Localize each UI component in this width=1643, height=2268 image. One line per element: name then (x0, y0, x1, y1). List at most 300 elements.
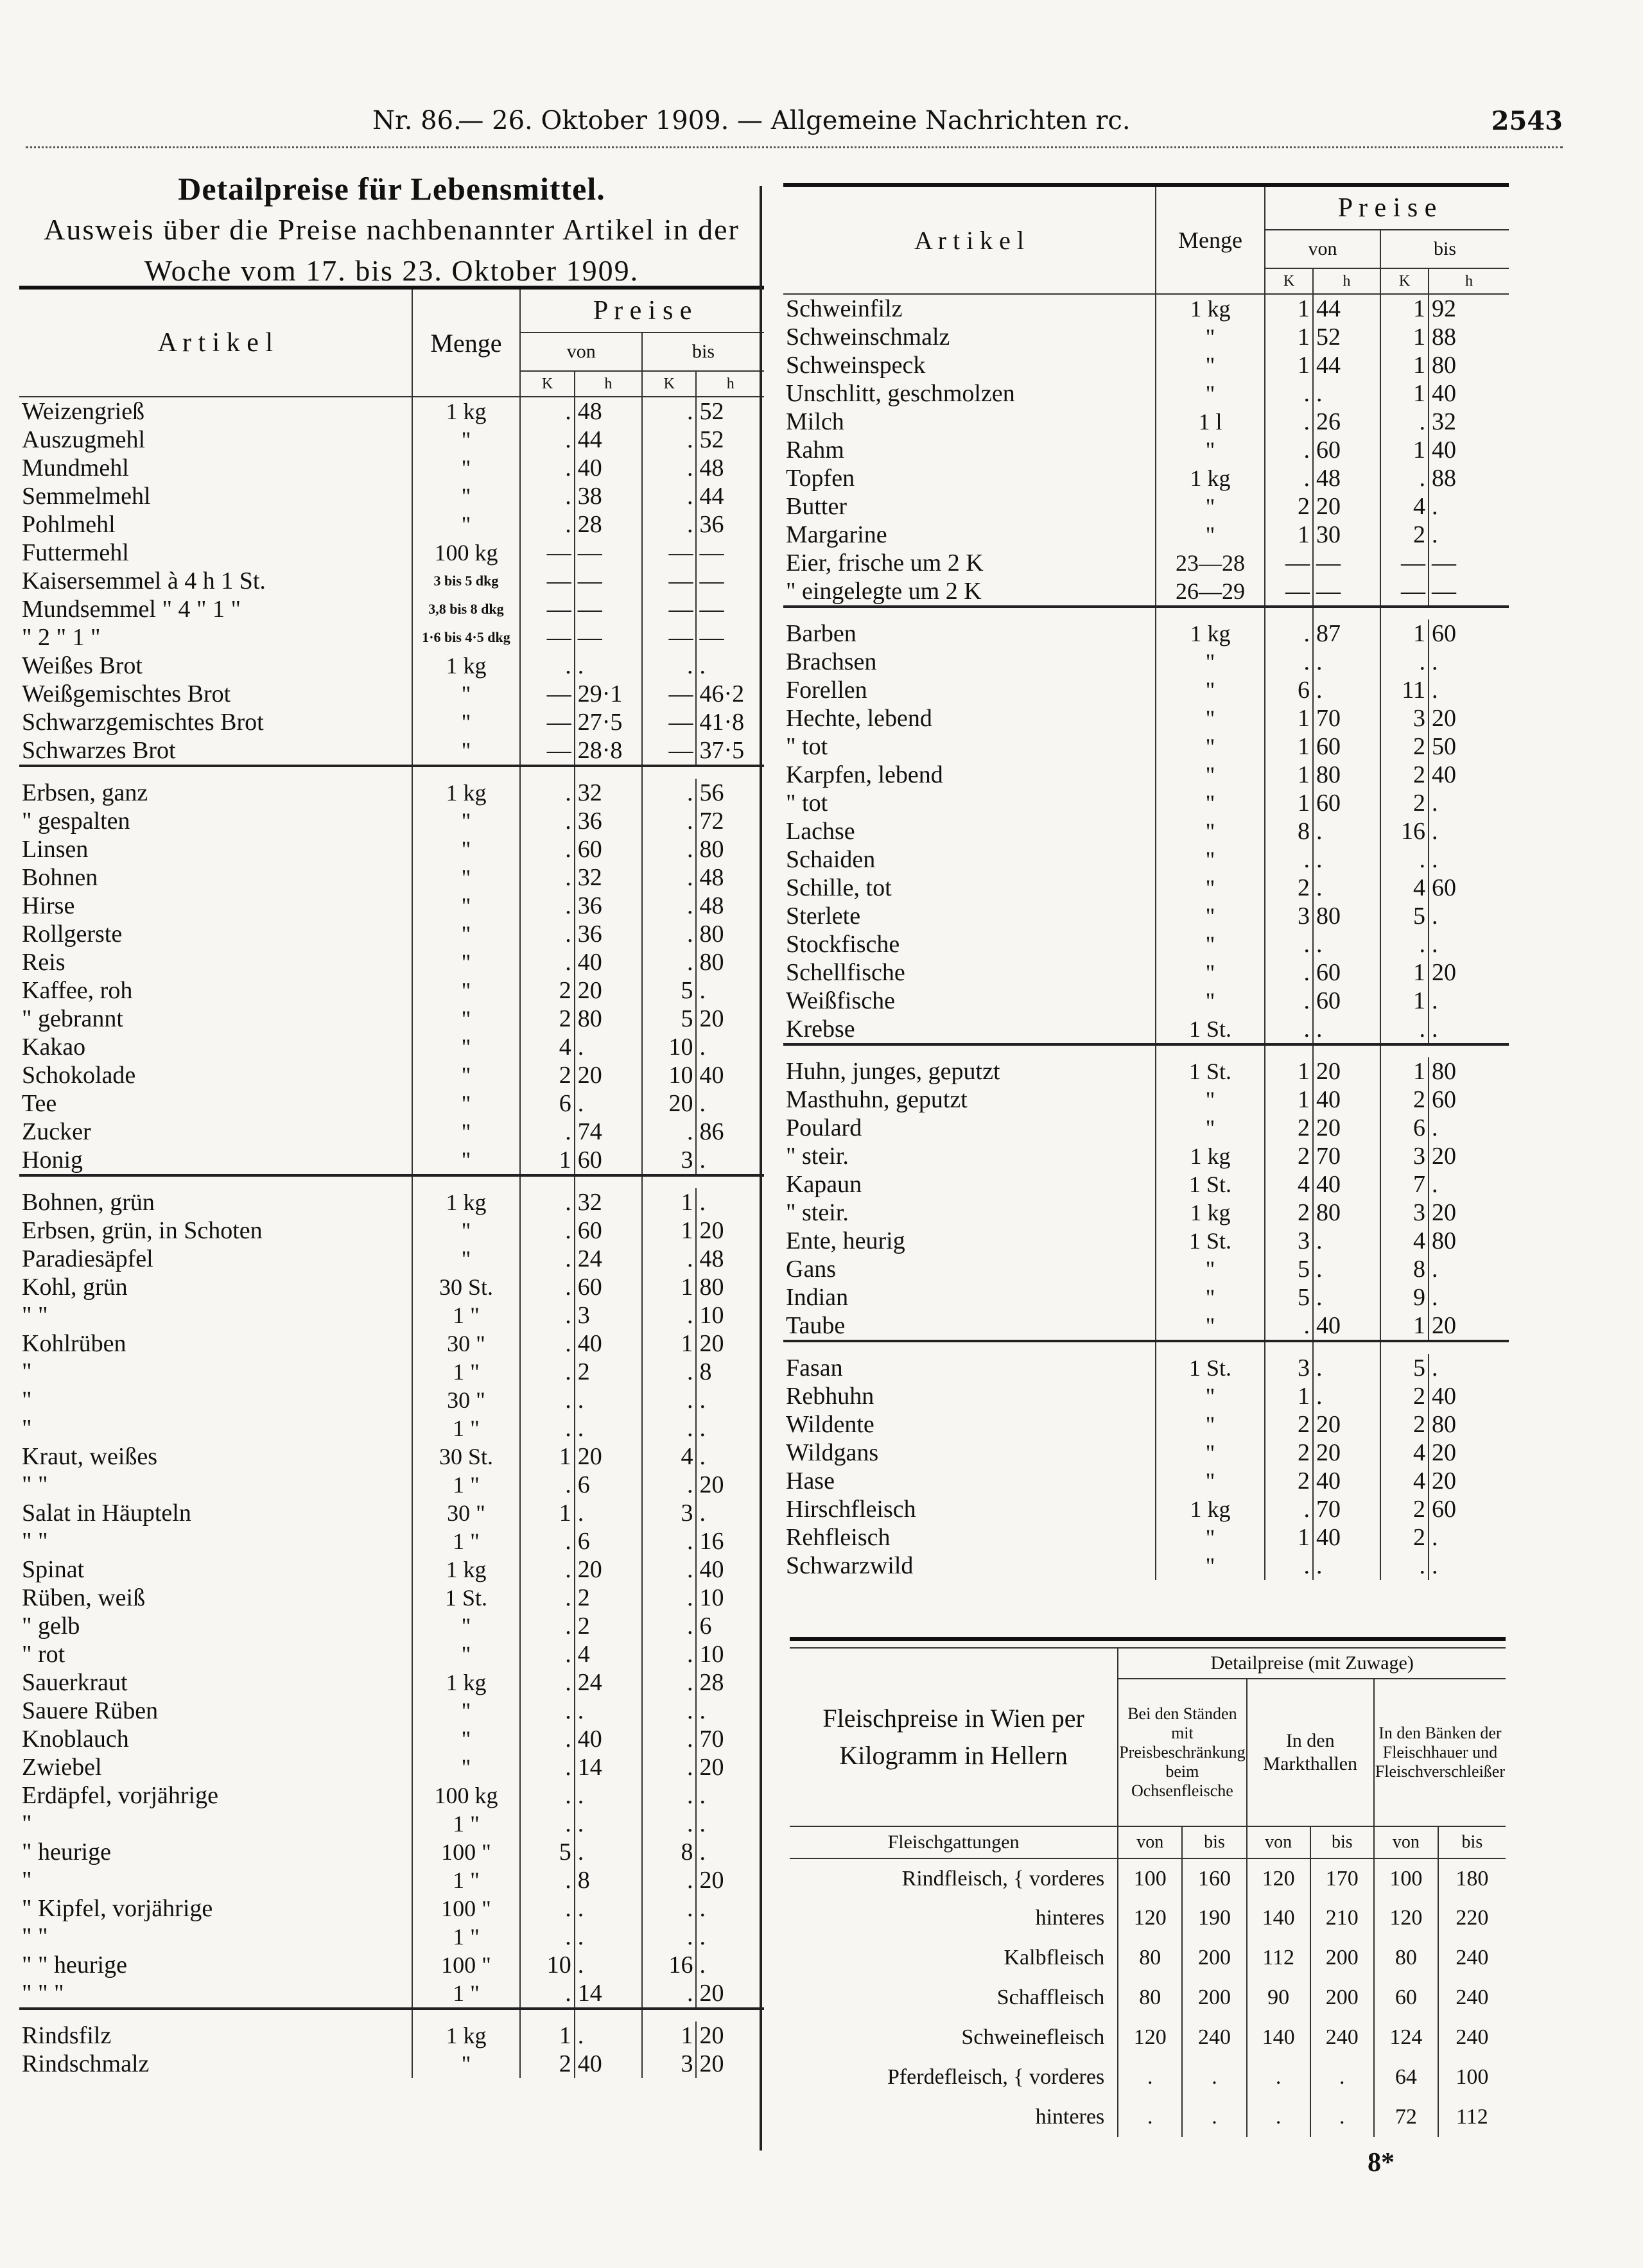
quantity: " (1156, 648, 1265, 676)
price-von-heller: 60 (1313, 789, 1380, 817)
price-von-kronen: . (1265, 987, 1313, 1015)
article-name: " steir. (786, 1143, 849, 1170)
quantity: 100 " (412, 1838, 521, 1866)
price-von-heller: 32 (575, 779, 642, 807)
price-bis-heller: 20 (699, 2022, 724, 2049)
price-von-heller: 40 (575, 454, 642, 482)
price-bis-kronen: . (642, 1118, 696, 1146)
price-von-kronen: — (1265, 549, 1313, 577)
menge-header: Menge (412, 288, 521, 397)
price-bis-heller: 20 (699, 1980, 724, 2007)
price-von-kronen: . (520, 1979, 574, 2009)
separator-cell (696, 2009, 764, 2021)
right-price-table (783, 183, 1509, 1580)
article-name: Barben (786, 620, 856, 647)
table-row (783, 1552, 1509, 1580)
table-row (19, 1499, 764, 1527)
group-separator (783, 1341, 1509, 1354)
article-name: Poulard (786, 1114, 862, 1141)
price-bis-heller: 40 (1432, 1383, 1456, 1410)
price-von-kronen: — (1265, 577, 1313, 607)
meat-bis-1: bis (1182, 1826, 1246, 1858)
price-von-kronen: 3 (1265, 1227, 1313, 1255)
price-bis-kronen: — (642, 539, 696, 567)
price-von-heller: . (1313, 648, 1380, 676)
price-bis-kronen: 1 (642, 2021, 696, 2050)
price-von-heller: 40 (575, 1725, 642, 1753)
article-name: Rindsfilz (22, 2022, 112, 2049)
price-von-kronen: — (520, 708, 574, 736)
price-von-heller: 28·8 (575, 736, 642, 766)
price-von-heller: . (575, 1033, 642, 1061)
quantity: 100 " (412, 1951, 521, 1979)
table-row (783, 1142, 1509, 1170)
price-bis-kronen: 1 (1380, 619, 1429, 648)
table-row (783, 1311, 1509, 1341)
meat-price: . (1118, 2057, 1182, 2097)
table-row (783, 817, 1509, 845)
article-name: Zwiebel (22, 1754, 102, 1781)
table-row (783, 1015, 1509, 1044)
table-row (19, 1951, 764, 1979)
bis-header: bis (642, 333, 764, 371)
price-bis-kronen: . (642, 1725, 696, 1753)
price-bis-heller: 10 (699, 1584, 724, 1611)
price-von-heller: — (1313, 577, 1380, 607)
meat-price: 72 (1374, 2097, 1438, 2137)
separator-cell (1429, 607, 1509, 619)
price-bis-kronen: 2 (1380, 789, 1429, 817)
article-name: Krebse (786, 1016, 855, 1043)
table-row (783, 464, 1509, 492)
price-bis-kronen: . (642, 652, 696, 680)
price-bis-kronen: 4 (1380, 492, 1429, 521)
price-von-heller: . (1313, 379, 1380, 408)
price-bis-kronen: 10 (642, 1033, 696, 1061)
article-name: Topfen (786, 465, 855, 492)
price-von-kronen: . (520, 892, 574, 920)
table-row (783, 704, 1509, 732)
separator-cell (1313, 1341, 1380, 1354)
meat-row (790, 1938, 1506, 1978)
price-bis-heller: 80 (699, 921, 724, 948)
price-von-kronen: . (520, 1358, 574, 1386)
price-bis-heller: 60 (1432, 1496, 1456, 1523)
header-rule (26, 141, 1563, 148)
separator-cell (412, 1175, 521, 1188)
quantity: " (1156, 1086, 1265, 1114)
meat-col-stands: Bei den Ständen mit Preisbeschränkung beim Ochsenfleische (1118, 1679, 1246, 1826)
article-name: Rindschmalz (22, 2050, 150, 2077)
table-row (19, 1188, 764, 1216)
article-name: Kraut, weißes (22, 1443, 158, 1470)
meat-price: . (1247, 2097, 1310, 2137)
price-bis-kronen: 2 (1380, 1382, 1429, 1410)
quantity: 1 " (412, 1923, 521, 1951)
price-bis-heller: 48 (699, 864, 724, 891)
price-bis-kronen: 1 (1380, 958, 1429, 987)
article-name: Huhn, junges, geputzt (786, 1058, 1000, 1085)
table-row (19, 1146, 764, 1175)
meat-von-1: von (1118, 1826, 1182, 1858)
price-bis-kronen: . (642, 1358, 696, 1386)
quantity: " (412, 1061, 521, 1089)
price-bis-kronen: 16 (1380, 817, 1429, 845)
meat-type: hinteres (790, 2097, 1118, 2137)
article-name: Rehfleisch (786, 1524, 891, 1551)
price-von-heller: 20 (575, 976, 642, 1005)
von-k-header-right: K (1265, 268, 1313, 294)
article-name: Forellen (786, 677, 867, 704)
separator-cell (520, 2009, 574, 2021)
article-name: Schille, tot (786, 874, 892, 901)
price-bis-kronen: — (642, 736, 696, 766)
price-von-kronen: 1 (1265, 761, 1313, 789)
group-separator (19, 2009, 764, 2021)
price-bis-kronen: — (642, 567, 696, 595)
article-name: Hirschfleisch (786, 1496, 916, 1523)
price-von-heller: . (1313, 930, 1380, 958)
table-row (783, 874, 1509, 902)
menge-header-right: Menge (1156, 185, 1265, 294)
separator-cell (1265, 1044, 1313, 1057)
quantity: " (1156, 987, 1265, 1015)
bis-k-header: K (642, 371, 696, 397)
price-bis-kronen: . (642, 1527, 696, 1555)
price-von-heller: 44 (575, 426, 642, 454)
price-bis-kronen: . (642, 1612, 696, 1640)
quantity: " (412, 680, 521, 708)
quantity: 1 St. (1156, 1354, 1265, 1382)
price-bis-heller: 80 (1432, 1411, 1456, 1438)
price-bis-kronen: 1 (1380, 1311, 1429, 1341)
price-bis-kronen: . (642, 1555, 696, 1584)
quantity: 1 kg (412, 1188, 521, 1216)
price-bis-kronen: 3 (1380, 1142, 1429, 1170)
table-row (19, 807, 764, 835)
bis-h-header: h (696, 371, 764, 397)
price-von-heller: . (575, 1414, 642, 1442)
meat-row (790, 2057, 1506, 2097)
meat-von-3: von (1374, 1826, 1438, 1858)
price-bis-kronen: 2 (1380, 1495, 1429, 1523)
quantity: 1 St. (1156, 1015, 1265, 1044)
meat-price: . (1118, 2097, 1182, 2137)
price-von-heller: 80 (1313, 1199, 1380, 1227)
quantity: " (1156, 1467, 1265, 1495)
article-name: Hirse (22, 892, 75, 919)
table-row (19, 1527, 764, 1555)
quantity: " (1156, 732, 1265, 761)
price-von-kronen: . (520, 1188, 574, 1216)
price-von-heller: 36 (575, 920, 642, 948)
signature-mark: 8* (1368, 2148, 1395, 2177)
quantity: 26—29 (1156, 577, 1265, 607)
price-von-kronen: 1 (520, 1442, 574, 1471)
price-von-heller: — (575, 623, 642, 652)
price-bis-kronen: 4 (1380, 1439, 1429, 1467)
price-von-heller: 2 (575, 1584, 642, 1612)
quantity: " (1156, 902, 1265, 930)
meat-gattungen-header: Fleischgattungen (790, 1826, 1118, 1858)
price-von-heller: 28 (575, 510, 642, 539)
quantity: " (412, 892, 521, 920)
price-von-heller: 20 (1313, 1057, 1380, 1086)
meat-price: 100 (1374, 1858, 1438, 1898)
article-name: Milch (786, 408, 844, 435)
article-name: Honig (22, 1147, 83, 1173)
quantity: 100 " (412, 1894, 521, 1923)
meat-type: Rindfleisch, { vorderes (790, 1858, 1118, 1898)
price-bis-heller: 16 (699, 1528, 724, 1555)
quantity: " (1156, 1523, 1265, 1552)
price-bis-heller: . (699, 1697, 706, 1724)
quantity: 100 kg (412, 1781, 521, 1810)
price-bis-heller: . (699, 652, 706, 679)
quantity: " (412, 1640, 521, 1668)
quantity: 1 " (412, 1866, 521, 1894)
article-name: Pohlmehl (22, 511, 116, 538)
price-von-heller: . (1313, 817, 1380, 845)
quantity: " (412, 835, 521, 863)
price-von-kronen: 1 (1265, 323, 1313, 351)
price-bis-heller: . (1432, 521, 1438, 548)
table-row (783, 987, 1509, 1015)
meat-type: Schweinefleisch (790, 2018, 1118, 2057)
table-row (19, 1245, 764, 1273)
price-bis-kronen: . (1380, 464, 1429, 492)
price-bis-heller: 20 (1432, 1439, 1456, 1466)
price-bis-kronen: 5 (1380, 902, 1429, 930)
quantity: " (412, 510, 521, 539)
quantity: " (1156, 845, 1265, 874)
article-name: Brachsen (786, 648, 877, 675)
table-row (783, 1255, 1509, 1283)
price-von-heller: 48 (1313, 464, 1380, 492)
price-von-heller: 4 (575, 1640, 642, 1668)
table-row (783, 1283, 1509, 1311)
table-row (783, 379, 1509, 408)
price-von-heller: 14 (575, 1979, 642, 2009)
article-name: Schaiden (786, 846, 876, 873)
separator-cell (1265, 1341, 1313, 1354)
separator-cell (642, 1175, 696, 1188)
meat-col-baenke: In den Bänken der Fleischhauer und Fleischverschleißer (1374, 1679, 1506, 1826)
quantity: 1 kg (1156, 1199, 1265, 1227)
price-von-heller: . (1313, 1552, 1380, 1580)
price-von-kronen: 2 (1265, 874, 1313, 902)
price-von-heller: 40 (575, 2050, 642, 2078)
article-name: " eingelegte um 2 K (786, 578, 982, 605)
separator-cell (642, 766, 696, 779)
price-bis-heller: — (699, 567, 724, 594)
quantity: 1 kg (1156, 464, 1265, 492)
article-name: " (22, 1387, 32, 1414)
price-bis-kronen: . (642, 1894, 696, 1923)
price-von-heller: . (1313, 845, 1380, 874)
article-name: Bohnen (22, 864, 98, 891)
preise-header: P r e i s e (520, 288, 764, 333)
price-bis-heller: . (1432, 1552, 1438, 1579)
meat-price: 190 (1182, 1898, 1246, 1938)
page-number: 2543 (1491, 105, 1563, 136)
article-name: " gelb (22, 1613, 80, 1640)
price-bis-kronen: . (1380, 1015, 1429, 1044)
price-von-kronen: . (520, 779, 574, 807)
price-von-kronen: 1 (1265, 789, 1313, 817)
table-row (783, 732, 1509, 761)
quantity: " (412, 1697, 521, 1725)
price-bis-kronen: . (642, 1668, 696, 1697)
article-name: " gespalten (22, 808, 130, 835)
quantity: " (412, 1089, 521, 1118)
price-bis-heller: 20 (1432, 1312, 1456, 1339)
article-name: " " heurige (22, 1952, 127, 1978)
price-von-heller: 24 (575, 1668, 642, 1697)
price-bis-kronen: 1 (642, 1329, 696, 1358)
column-divider (760, 186, 762, 2151)
group-separator (19, 766, 764, 779)
price-von-kronen: . (520, 1118, 574, 1146)
table-row (783, 1354, 1509, 1382)
table-row (783, 1170, 1509, 1199)
article-name: Schweinfilz (786, 295, 903, 322)
article-name: Schwarzgemischtes Brot (22, 709, 264, 736)
article-name: " " (22, 1528, 48, 1555)
article-name: Wildgans (786, 1439, 879, 1466)
quantity: " (412, 1005, 521, 1033)
price-von-kronen: . (1265, 436, 1313, 464)
price-von-heller: — (575, 567, 642, 595)
price-bis-heller: 52 (699, 398, 724, 425)
price-von-kronen: 1 (520, 1146, 574, 1175)
quantity: 100 kg (412, 539, 521, 567)
table-row (783, 676, 1509, 704)
price-bis-kronen: . (1380, 845, 1429, 874)
price-bis-heller: 40 (699, 1062, 724, 1089)
price-von-kronen: . (520, 1725, 574, 1753)
table-row (19, 1668, 764, 1697)
price-von-heller: . (1313, 1354, 1380, 1382)
quantity: " (412, 736, 521, 766)
separator-cell (412, 2009, 521, 2021)
price-von-kronen: 10 (520, 1951, 574, 1979)
quantity: 1 kg (1156, 1142, 1265, 1170)
price-von-kronen: 2 (520, 1005, 574, 1033)
table-row (19, 680, 764, 708)
price-von-heller: 20 (575, 1442, 642, 1471)
von-k-header: K (520, 371, 574, 397)
article-name: Mundsemmel " 4 " 1 " (22, 596, 241, 623)
price-bis-kronen: . (642, 1781, 696, 1810)
price-von-kronen: 1 (520, 1499, 574, 1527)
price-bis-heller: 20 (699, 1330, 724, 1357)
price-von-heller: 80 (575, 1005, 642, 1033)
price-bis-heller: . (699, 1839, 706, 1865)
article-name: Fasan (786, 1355, 843, 1381)
table-row (783, 1523, 1509, 1552)
article-name: Lachse (786, 818, 855, 845)
price-von-heller: 20 (575, 1555, 642, 1584)
separator-cell (1313, 607, 1380, 619)
price-von-heller: 40 (1313, 1170, 1380, 1199)
price-bis-kronen: . (642, 397, 696, 426)
price-von-kronen: 8 (1265, 817, 1313, 845)
price-von-heller: . (575, 1810, 642, 1838)
table-row (783, 521, 1509, 549)
price-von-kronen: . (520, 1301, 574, 1329)
separator-cell (1156, 607, 1265, 619)
price-bis-heller: . (699, 1895, 706, 1922)
price-bis-heller: . (699, 1415, 706, 1442)
price-bis-heller: 60 (1432, 874, 1456, 901)
table-row (19, 1273, 764, 1301)
table-row (783, 577, 1509, 607)
price-bis-heller: 6 (699, 1613, 712, 1640)
title-line-1: Detailpreise für Lebensmittel. (178, 171, 605, 207)
article-name: Margarine (786, 521, 887, 548)
price-bis-heller: — (699, 539, 724, 566)
table-row (783, 845, 1509, 874)
price-von-heller: 27·5 (575, 708, 642, 736)
quantity: " (412, 2050, 521, 2078)
price-bis-heller: — (1432, 578, 1456, 605)
table-row (19, 652, 764, 680)
price-bis-kronen: 8 (1380, 1255, 1429, 1283)
bis-h-header-right: h (1429, 268, 1509, 294)
article-name: " (22, 1810, 32, 1837)
price-bis-kronen: 4 (1380, 1467, 1429, 1495)
quantity: " (1156, 1114, 1265, 1142)
bis-header-right: bis (1380, 230, 1509, 268)
quantity: 1 " (412, 1979, 521, 2009)
price-von-heller: 80 (1313, 902, 1380, 930)
table-row (19, 736, 764, 766)
title-line-2: Ausweis über die Preise nachbenannter Artikel in der (44, 213, 740, 246)
price-bis-kronen: 3 (642, 2050, 696, 2078)
price-bis-kronen: 2 (1380, 761, 1429, 789)
meat-von-2: von (1247, 1826, 1310, 1858)
article-name: Butter (786, 493, 847, 520)
price-von-heller: 44 (1313, 351, 1380, 379)
table-row (19, 1697, 764, 1725)
price-von-heller: 2 (575, 1358, 642, 1386)
price-bis-heller: . (699, 1500, 706, 1527)
quantity: " (1156, 676, 1265, 704)
price-von-heller: 24 (575, 1245, 642, 1273)
price-bis-kronen: . (642, 892, 696, 920)
price-bis-heller: 80 (1432, 352, 1456, 379)
table-row (19, 863, 764, 892)
price-von-kronen: . (520, 652, 574, 680)
quantity: " (1156, 1311, 1265, 1341)
price-von-heller: . (1313, 1015, 1380, 1044)
von-h-header-right: h (1313, 268, 1380, 294)
price-bis-kronen: . (642, 426, 696, 454)
price-von-kronen: . (520, 1471, 574, 1499)
separator-cell (19, 1175, 412, 1188)
price-von-kronen: . (520, 510, 574, 539)
price-bis-kronen: . (642, 482, 696, 510)
price-von-kronen: 2 (520, 1061, 574, 1089)
price-von-kronen: — (520, 623, 574, 652)
article-name: Linsen (22, 836, 89, 863)
price-von-kronen: 1 (1265, 1382, 1313, 1410)
quantity: 1 kg (1156, 294, 1265, 323)
table-row (19, 1216, 764, 1245)
article-name: Taube (786, 1312, 846, 1339)
price-bis-heller: . (1432, 1355, 1438, 1381)
